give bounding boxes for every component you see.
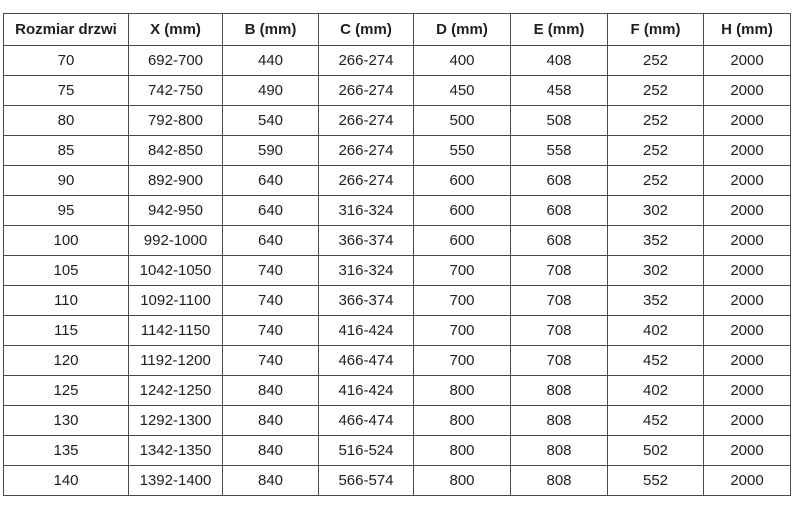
table-cell: 700 — [414, 286, 511, 316]
table-row — [4, 106, 791, 136]
table-cell: 608 — [511, 226, 608, 256]
table-cell: 252 — [608, 46, 704, 76]
column-header: F (mm) — [608, 14, 704, 46]
table-cell: 708 — [511, 346, 608, 376]
table-cell: 2000 — [704, 76, 791, 106]
table-cell: 452 — [608, 346, 704, 376]
table-cell: 80 — [4, 106, 129, 136]
door-size-table-container — [3, 13, 791, 496]
table-row — [4, 286, 791, 316]
table-cell: 808 — [511, 436, 608, 466]
table-cell: 550 — [414, 136, 511, 166]
table-cell: 2000 — [704, 406, 791, 436]
table-cell: 70 — [4, 46, 129, 76]
table-cell: 490 — [223, 76, 319, 106]
table-cell: 740 — [223, 316, 319, 346]
table-cell: 2000 — [704, 106, 791, 136]
table-cell: 125 — [4, 376, 129, 406]
table-cell: 1292-1300 — [129, 406, 223, 436]
table-cell: 840 — [223, 466, 319, 496]
table-cell: 840 — [223, 406, 319, 436]
table-cell: 566-574 — [319, 466, 414, 496]
table-cell: 120 — [4, 346, 129, 376]
table-cell: 708 — [511, 286, 608, 316]
table-cell: 352 — [608, 226, 704, 256]
table-cell: 2000 — [704, 166, 791, 196]
table-cell: 402 — [608, 376, 704, 406]
table-cell: 640 — [223, 166, 319, 196]
table-cell: 402 — [608, 316, 704, 346]
table-cell: 558 — [511, 136, 608, 166]
table-row — [4, 256, 791, 286]
table-row — [4, 136, 791, 166]
table-body — [4, 46, 791, 496]
table-cell: 992-1000 — [129, 226, 223, 256]
table-cell: 640 — [223, 196, 319, 226]
table-cell: 800 — [414, 406, 511, 436]
table-cell: 2000 — [704, 466, 791, 496]
table-cell: 700 — [414, 346, 511, 376]
table-cell: 2000 — [704, 436, 791, 466]
table-cell: 1392-1400 — [129, 466, 223, 496]
table-cell: 302 — [608, 196, 704, 226]
table-cell: 708 — [511, 316, 608, 346]
table-cell: 892-900 — [129, 166, 223, 196]
table-cell: 1042-1050 — [129, 256, 223, 286]
table-row — [4, 196, 791, 226]
table-cell: 266-274 — [319, 166, 414, 196]
table-row — [4, 346, 791, 376]
table-cell: 600 — [414, 226, 511, 256]
header-row — [4, 14, 791, 46]
table-cell: 552 — [608, 466, 704, 496]
table-cell: 708 — [511, 256, 608, 286]
table-row — [4, 376, 791, 406]
table-cell: 740 — [223, 286, 319, 316]
table-cell: 502 — [608, 436, 704, 466]
table-row — [4, 406, 791, 436]
table-row — [4, 166, 791, 196]
table-cell: 740 — [223, 256, 319, 286]
column-header: X (mm) — [129, 14, 223, 46]
table-cell: 700 — [414, 256, 511, 286]
table-cell: 600 — [414, 196, 511, 226]
table-cell: 110 — [4, 286, 129, 316]
table-cell: 508 — [511, 106, 608, 136]
table-cell: 808 — [511, 466, 608, 496]
table-cell: 105 — [4, 256, 129, 286]
table-cell: 352 — [608, 286, 704, 316]
table-cell: 2000 — [704, 346, 791, 376]
table-cell: 408 — [511, 46, 608, 76]
table-cell: 266-274 — [319, 106, 414, 136]
table-cell: 2000 — [704, 136, 791, 166]
table-row — [4, 316, 791, 346]
table-row — [4, 226, 791, 256]
table-cell: 100 — [4, 226, 129, 256]
table-cell: 840 — [223, 376, 319, 406]
table-cell: 800 — [414, 376, 511, 406]
table-cell: 1092-1100 — [129, 286, 223, 316]
table-cell: 808 — [511, 376, 608, 406]
column-header: D (mm) — [414, 14, 511, 46]
table-cell: 590 — [223, 136, 319, 166]
table-cell: 600 — [414, 166, 511, 196]
table-cell: 302 — [608, 256, 704, 286]
table-cell: 792-800 — [129, 106, 223, 136]
table-cell: 640 — [223, 226, 319, 256]
table-cell: 808 — [511, 406, 608, 436]
table-cell: 366-374 — [319, 226, 414, 256]
table-cell: 2000 — [704, 226, 791, 256]
table-cell: 516-524 — [319, 436, 414, 466]
table-cell: 458 — [511, 76, 608, 106]
table-cell: 500 — [414, 106, 511, 136]
table-cell: 1192-1200 — [129, 346, 223, 376]
table-cell: 842-850 — [129, 136, 223, 166]
table-cell: 416-424 — [319, 316, 414, 346]
table-cell: 316-324 — [319, 196, 414, 226]
column-header: C (mm) — [319, 14, 414, 46]
table-cell: 130 — [4, 406, 129, 436]
table-row — [4, 76, 791, 106]
table-cell: 90 — [4, 166, 129, 196]
table-cell: 115 — [4, 316, 129, 346]
table-cell: 366-374 — [319, 286, 414, 316]
column-header: E (mm) — [511, 14, 608, 46]
table-cell: 942-950 — [129, 196, 223, 226]
table-cell: 742-750 — [129, 76, 223, 106]
table-cell: 1142-1150 — [129, 316, 223, 346]
table-cell: 2000 — [704, 286, 791, 316]
table-row — [4, 436, 791, 466]
table-cell: 2000 — [704, 316, 791, 346]
table-cell: 740 — [223, 346, 319, 376]
table-cell: 700 — [414, 316, 511, 346]
table-cell: 800 — [414, 466, 511, 496]
table-cell: 2000 — [704, 196, 791, 226]
table-cell: 85 — [4, 136, 129, 166]
table-cell: 800 — [414, 436, 511, 466]
table-cell: 1242-1250 — [129, 376, 223, 406]
table-cell: 840 — [223, 436, 319, 466]
table-cell: 95 — [4, 196, 129, 226]
table-cell: 252 — [608, 166, 704, 196]
table-cell: 692-700 — [129, 46, 223, 76]
door-size-table — [3, 13, 791, 496]
table-cell: 608 — [511, 196, 608, 226]
table-cell: 2000 — [704, 46, 791, 76]
table-cell: 252 — [608, 136, 704, 166]
table-cell: 416-424 — [319, 376, 414, 406]
table-cell: 540 — [223, 106, 319, 136]
table-cell: 400 — [414, 46, 511, 76]
table-cell: 452 — [608, 406, 704, 436]
table-cell: 266-274 — [319, 46, 414, 76]
table-cell: 75 — [4, 76, 129, 106]
column-header: H (mm) — [704, 14, 791, 46]
table-cell: 450 — [414, 76, 511, 106]
column-header: Rozmiar drzwi — [4, 14, 129, 46]
table-cell: 266-274 — [319, 136, 414, 166]
table-cell: 1342-1350 — [129, 436, 223, 466]
table-cell: 466-474 — [319, 346, 414, 376]
column-header: B (mm) — [223, 14, 319, 46]
table-cell: 466-474 — [319, 406, 414, 436]
table-row — [4, 466, 791, 496]
table-cell: 2000 — [704, 256, 791, 286]
table-cell: 135 — [4, 436, 129, 466]
table-cell: 140 — [4, 466, 129, 496]
table-cell: 440 — [223, 46, 319, 76]
table-cell: 252 — [608, 76, 704, 106]
table-cell: 252 — [608, 106, 704, 136]
table-cell: 316-324 — [319, 256, 414, 286]
table-row — [4, 46, 791, 76]
table-cell: 266-274 — [319, 76, 414, 106]
table-cell: 2000 — [704, 376, 791, 406]
table-cell: 608 — [511, 166, 608, 196]
